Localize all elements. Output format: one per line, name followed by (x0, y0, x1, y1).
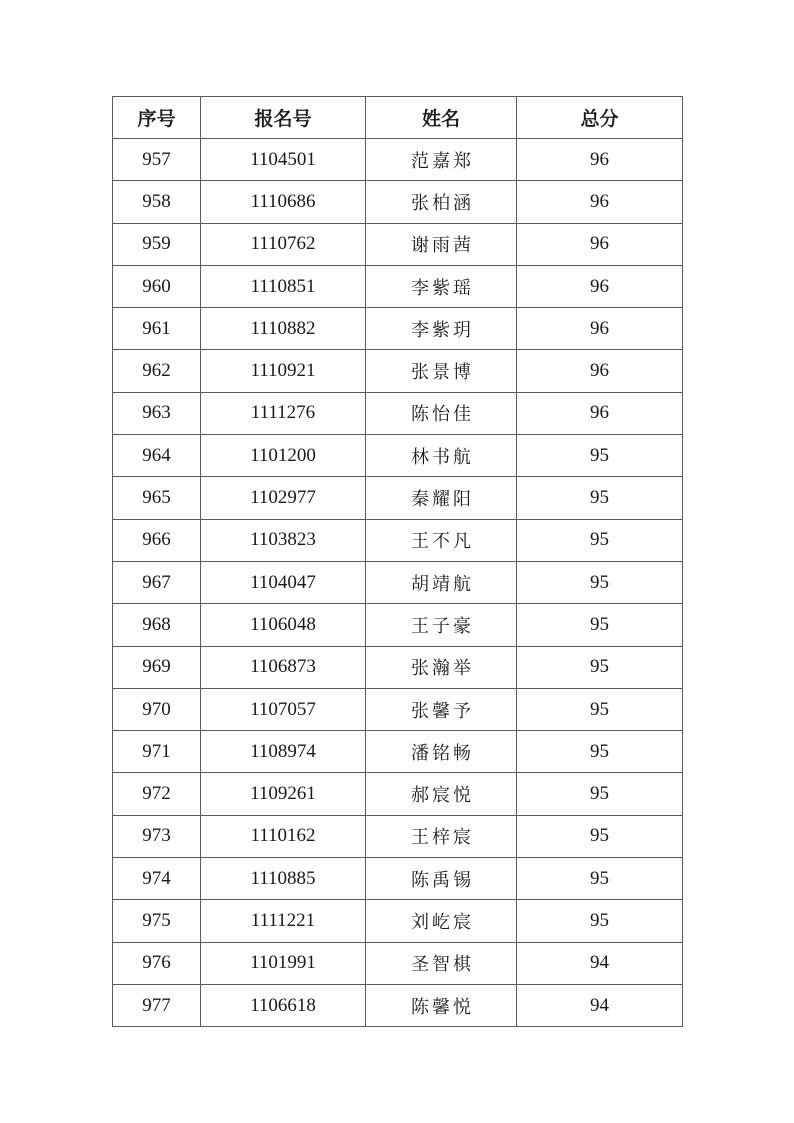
cell-score: 95 (517, 519, 683, 561)
table-row (113, 308, 683, 350)
table-row (113, 815, 683, 857)
cell-reg-no: 1101991 (201, 942, 366, 984)
cell-score: 96 (517, 223, 683, 265)
table-row (113, 561, 683, 603)
cell-name: 张馨予 (366, 688, 517, 730)
cell-score: 96 (517, 392, 683, 434)
table-row (113, 604, 683, 646)
cell-reg-no: 1108974 (201, 731, 366, 773)
cell-reg-no: 1102977 (201, 477, 366, 519)
cell-score: 96 (517, 308, 683, 350)
cell-reg-no: 1109261 (201, 773, 366, 815)
cell-seq: 975 (113, 900, 201, 942)
header-seq: 序号 (113, 97, 201, 139)
cell-name: 刘屹宸 (366, 900, 517, 942)
table-body (113, 139, 683, 1027)
cell-name: 郝宸悦 (366, 773, 517, 815)
cell-name: 张瀚举 (366, 646, 517, 688)
cell-reg-no: 1103823 (201, 519, 366, 561)
cell-score: 95 (517, 858, 683, 900)
table-row (113, 265, 683, 307)
cell-seq: 966 (113, 519, 201, 561)
cell-score: 95 (517, 477, 683, 519)
cell-score: 96 (517, 350, 683, 392)
cell-reg-no: 1104047 (201, 561, 366, 603)
cell-score: 95 (517, 773, 683, 815)
cell-seq: 958 (113, 181, 201, 223)
cell-reg-no: 1106873 (201, 646, 366, 688)
table-row (113, 942, 683, 984)
cell-score: 95 (517, 731, 683, 773)
table-header-row (113, 97, 683, 139)
cell-seq: 960 (113, 265, 201, 307)
cell-seq: 957 (113, 139, 201, 181)
cell-reg-no: 1101200 (201, 435, 366, 477)
table-row (113, 984, 683, 1026)
cell-name: 李紫瑶 (366, 265, 517, 307)
cell-score: 94 (517, 984, 683, 1026)
cell-score: 95 (517, 435, 683, 477)
cell-reg-no: 1111276 (201, 392, 366, 434)
cell-seq: 969 (113, 646, 201, 688)
cell-reg-no: 1111221 (201, 900, 366, 942)
cell-name: 张柏涵 (366, 181, 517, 223)
cell-reg-no: 1110162 (201, 815, 366, 857)
cell-score: 95 (517, 646, 683, 688)
cell-reg-no: 1110762 (201, 223, 366, 265)
cell-score: 95 (517, 815, 683, 857)
cell-reg-no: 1107057 (201, 688, 366, 730)
cell-seq: 962 (113, 350, 201, 392)
table-row (113, 477, 683, 519)
table-row (113, 731, 683, 773)
cell-seq: 974 (113, 858, 201, 900)
header-name: 姓名 (366, 97, 517, 139)
cell-reg-no: 1106048 (201, 604, 366, 646)
cell-seq: 970 (113, 688, 201, 730)
cell-score: 96 (517, 265, 683, 307)
cell-seq: 965 (113, 477, 201, 519)
cell-name: 胡靖航 (366, 561, 517, 603)
table-row (113, 139, 683, 181)
cell-seq: 973 (113, 815, 201, 857)
cell-score: 95 (517, 561, 683, 603)
score-table (112, 96, 683, 1027)
cell-name: 张景博 (366, 350, 517, 392)
cell-name: 潘铭畅 (366, 731, 517, 773)
table-row (113, 688, 683, 730)
cell-reg-no: 1110686 (201, 181, 366, 223)
table-row (113, 181, 683, 223)
cell-reg-no: 1110885 (201, 858, 366, 900)
cell-name: 圣智棋 (366, 942, 517, 984)
table-row (113, 773, 683, 815)
cell-reg-no: 1110851 (201, 265, 366, 307)
cell-score: 94 (517, 942, 683, 984)
cell-seq: 976 (113, 942, 201, 984)
cell-seq: 964 (113, 435, 201, 477)
header-reg-no: 报名号 (201, 97, 366, 139)
cell-seq: 959 (113, 223, 201, 265)
cell-name: 范嘉郑 (366, 139, 517, 181)
table-row (113, 858, 683, 900)
cell-reg-no: 1104501 (201, 139, 366, 181)
table-row (113, 646, 683, 688)
cell-score: 95 (517, 900, 683, 942)
cell-seq: 961 (113, 308, 201, 350)
cell-score: 95 (517, 604, 683, 646)
table-row (113, 392, 683, 434)
table-row (113, 435, 683, 477)
cell-name: 谢雨茜 (366, 223, 517, 265)
cell-name: 林书航 (366, 435, 517, 477)
cell-seq: 977 (113, 984, 201, 1026)
cell-seq: 972 (113, 773, 201, 815)
cell-name: 陈怡佳 (366, 392, 517, 434)
cell-name: 王子豪 (366, 604, 517, 646)
table-row (113, 900, 683, 942)
cell-seq: 971 (113, 731, 201, 773)
cell-name: 王梓宸 (366, 815, 517, 857)
cell-name: 陈禹锡 (366, 858, 517, 900)
cell-name: 秦耀阳 (366, 477, 517, 519)
cell-score: 96 (517, 181, 683, 223)
header-score: 总分 (517, 97, 683, 139)
cell-name: 陈馨悦 (366, 984, 517, 1026)
cell-reg-no: 1110921 (201, 350, 366, 392)
cell-name: 王不凡 (366, 519, 517, 561)
cell-seq: 963 (113, 392, 201, 434)
cell-reg-no: 1106618 (201, 984, 366, 1026)
cell-score: 95 (517, 688, 683, 730)
table-row (113, 350, 683, 392)
cell-seq: 967 (113, 561, 201, 603)
table-row (113, 223, 683, 265)
cell-name: 李紫玥 (366, 308, 517, 350)
cell-reg-no: 1110882 (201, 308, 366, 350)
cell-score: 96 (517, 139, 683, 181)
cell-seq: 968 (113, 604, 201, 646)
table-row (113, 519, 683, 561)
